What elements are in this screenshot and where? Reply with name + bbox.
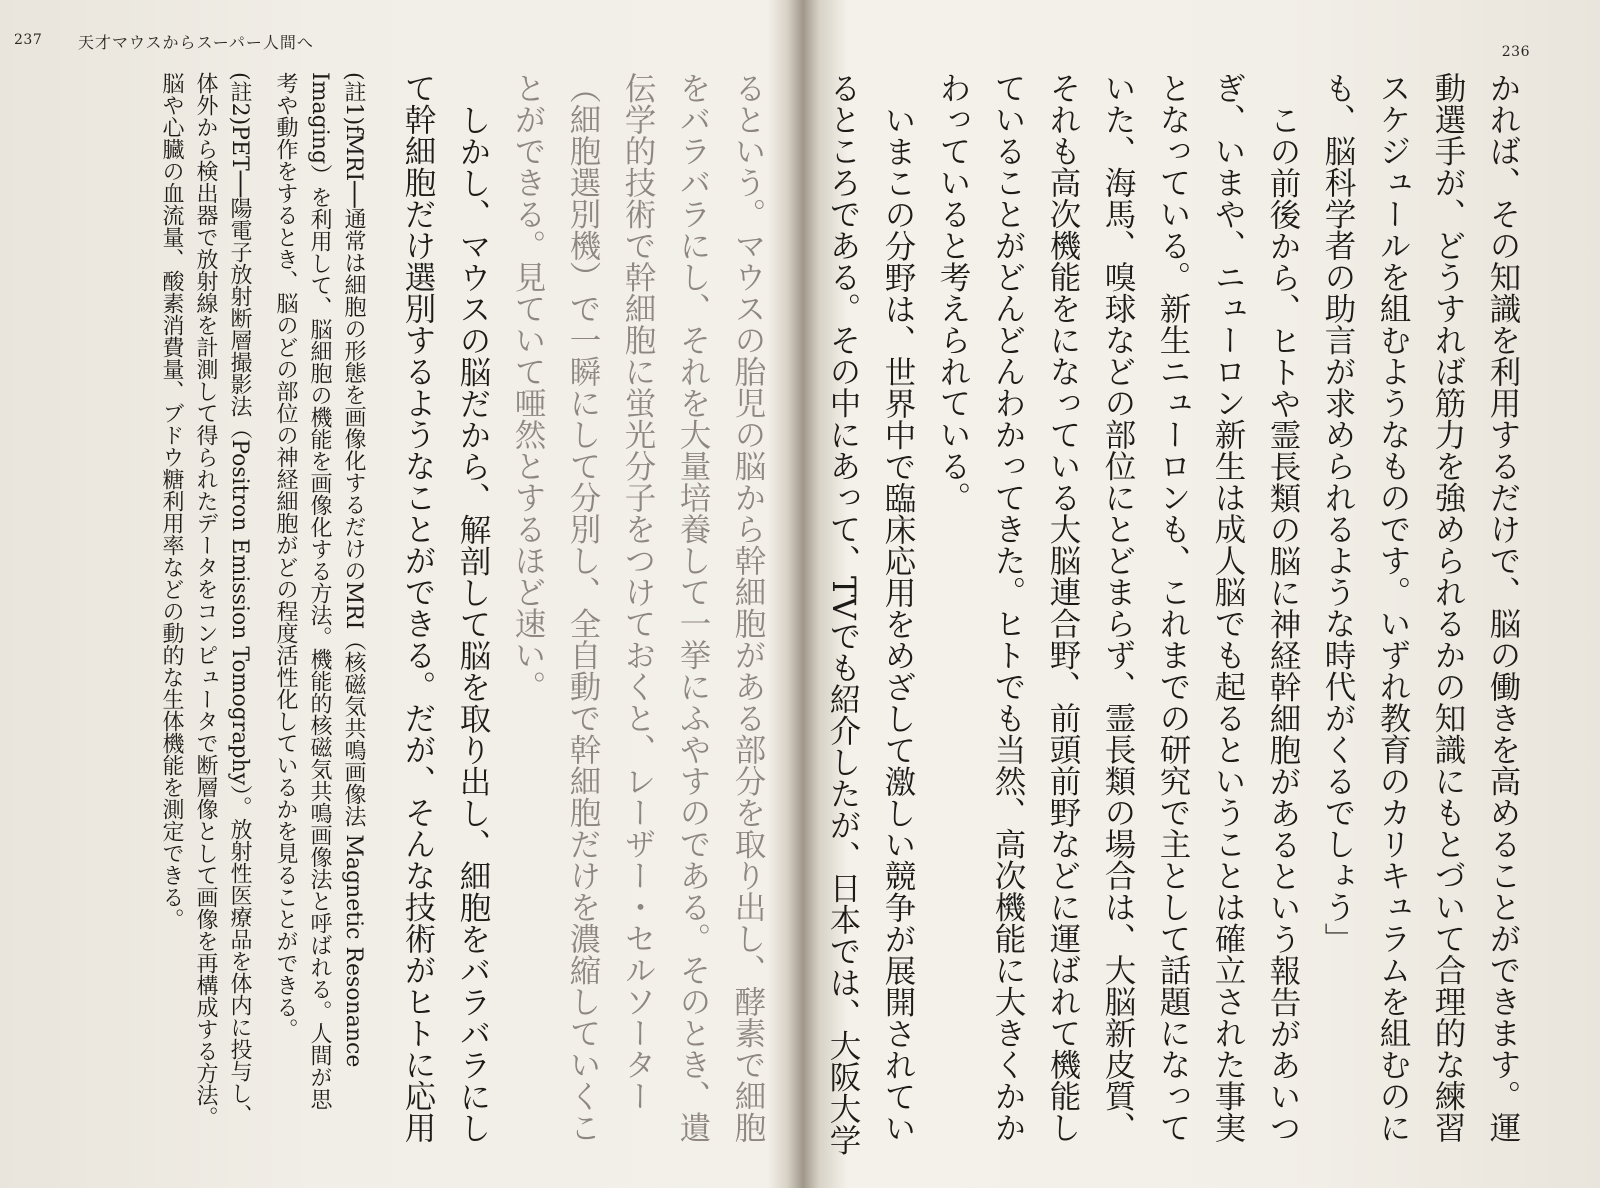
footnote-1: (註1)fMRI──通常は細胞の形態を画像化するだけのMRI（核磁気共鳴画像法 Magnetic Resonance Imaging）を利用して、脳細胞の機能を画像化する方法。機能的核磁気共鳴画像法と呼ばれる。人間が思考や動作をするとき、脳のどの部位の神経細胞がどの程度活性化しているかを見ることができる。 [273, 72, 366, 1111]
page-number-236: 236 [1501, 44, 1530, 60]
left-page [0, 0, 782, 1188]
paragraph: かれば、その知識を利用するだけで、脳の働きを高めることができます。運動選手が、どうすれば筋力を強められるかの知識にもとづいて合理的な練習スケジュールを組むようなものです。いずれ教育のカリキュラムを組むのにも、脳科学者の助言が求められるような時代がくるでしょう」 [1320, 72, 1521, 1143]
right-page [790, 0, 1600, 1188]
running-head: 天才マウスからスーパー人間へ [78, 33, 314, 52]
footnote-2: (註2)PET──陽電子放射断層撮影法（Positron Emission Tomography）。放射性医療品を体内に投与し、体外から検出器で放射線を計測して得られたデータをコンピュータで断層像として画像を再構成する方法。脳や心臓の血流量、酸素消費量、ブドウ糖利用率などの動的な生体機能を測定できる。 [159, 72, 252, 1128]
paragraph: るという。マウスの胎児の脳から幹細胞がある部分を取り出し、酵素で細胞をバラバラにし、それを大量培養して一挙にふやすのである。そのとき、遺伝学的技術で幹細胞に蛍光分子をつけておくと、レーザー・セルソーター（細胞選別機）で一瞬にして分別し、全自動で幹細胞だけを濃縮していくことができる。見ていて唖然とするほど速い。 [510, 72, 766, 1143]
page-number-237: 237 [14, 32, 43, 48]
paragraph: この前後から、ヒトや霊長類の脳に神経幹細胞があるという報告があいつぎ、いまや、ニューロン新生は成人脳でも起るということは確立された事実となっている。新生ニューロンも、これまでの研究で主として話題になっていた、海馬、嗅球などの部位にとどまらず、霊長類の場合は、大脳新皮質、それも高次機能をになっている大脳連合野、前頭前野などに運ばれて機能していることがどんどんわかってきた。ヒトでも当然、高次機能に大きくかかわっていると考えられている。 [935, 72, 1301, 1143]
paragraph: いまこの分野は、世界中で臨床応用をめざして激しい競争が展開されているところである。その中にあって、TVでも紹介したが、日本では、大阪大学 [825, 72, 916, 1156]
footnotes [55, 72, 370, 1132]
left-body-text [385, 72, 775, 1162]
right-body-text [810, 72, 1530, 1172]
paragraph: しかし、マウスの脳だから、解剖して脳を取り出し、細胞をバラバラにして幹細胞だけ選別するようなことができる。だが、そんな技術がヒトに応用 [400, 72, 491, 1143]
